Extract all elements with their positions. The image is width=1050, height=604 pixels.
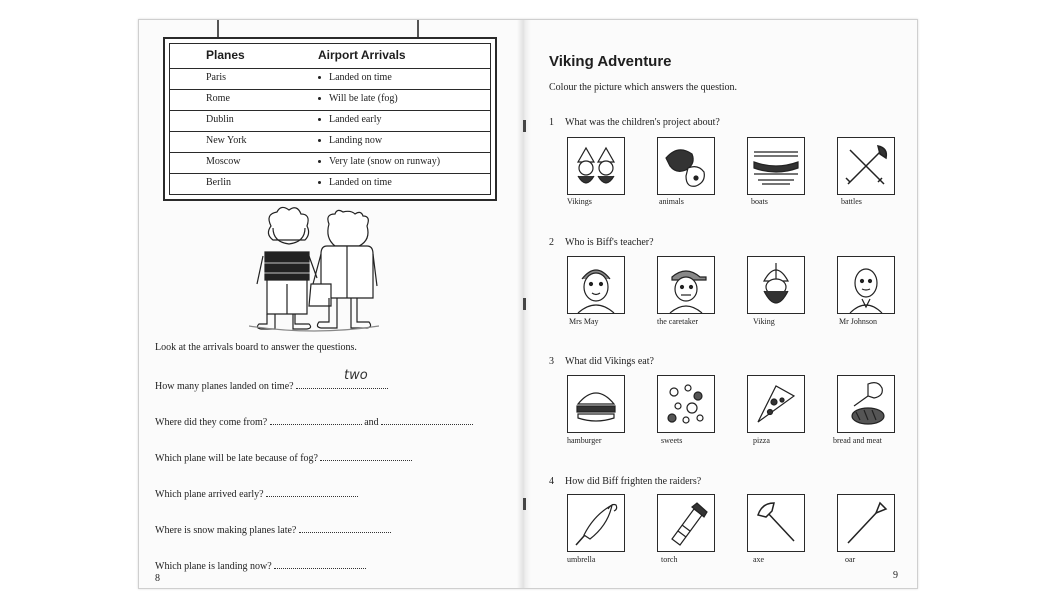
oar-icon[interactable]: [837, 494, 895, 552]
row-city: Rome: [206, 93, 230, 104]
option-label: umbrella: [567, 555, 596, 564]
option-label: sweets: [661, 436, 683, 445]
answer-line-4[interactable]: [266, 486, 358, 497]
page-number-left: 8: [155, 573, 160, 584]
page-title: Viking Adventure: [549, 53, 672, 70]
table-row: [170, 110, 490, 132]
answer-line-6[interactable]: [274, 558, 366, 569]
row-status: Landed early: [318, 114, 381, 125]
question-4: 4 How did Biff frighten the raiders?: [549, 476, 702, 487]
option-label: bread and meat: [833, 436, 882, 445]
option-label: Vikings: [567, 197, 592, 206]
option-label: Mr Johnson: [839, 317, 878, 326]
row-city: Berlin: [206, 177, 231, 188]
mr-johnson-icon[interactable]: [837, 256, 895, 314]
board-hook-left: [217, 20, 219, 38]
arrivals-board-inner: [169, 43, 491, 195]
handwritten-answer-1: two: [344, 368, 368, 383]
row-status: Will be late (fog): [318, 93, 398, 104]
battles-icon[interactable]: [837, 137, 895, 195]
answer-line-1[interactable]: [296, 378, 388, 389]
vikings-icon[interactable]: [567, 137, 625, 195]
answer-line-2a[interactable]: [270, 414, 362, 425]
page-number-right: 9: [893, 570, 898, 581]
boats-icon[interactable]: [747, 137, 805, 195]
col-planes: Planes: [206, 48, 245, 62]
hamburger-icon[interactable]: [567, 375, 625, 433]
instruction-text: Colour the picture which answers the question.: [549, 82, 738, 93]
option-label: boats: [751, 197, 768, 206]
workbook-spread: [138, 19, 918, 589]
sweets-icon[interactable]: [657, 375, 715, 433]
col-arrivals: Airport Arrivals: [318, 48, 406, 62]
bread-and-meat-icon[interactable]: [837, 375, 895, 433]
row-city: Paris: [206, 72, 226, 83]
option-label: battles: [841, 197, 862, 206]
table-row: [170, 89, 490, 111]
animals-icon[interactable]: [657, 137, 715, 195]
viking-icon[interactable]: [747, 256, 805, 314]
option-label: the caretaker: [657, 317, 699, 326]
question-3: 3 What did Vikings eat?: [549, 356, 654, 367]
option-label: animals: [659, 197, 684, 206]
row-status: Landed on time: [318, 177, 392, 188]
row-city: Moscow: [206, 156, 241, 167]
caretaker-icon[interactable]: [657, 256, 715, 314]
question-2: Where did they come from? and: [155, 414, 473, 428]
option-label: hamburger: [567, 436, 602, 445]
umbrella-icon[interactable]: [567, 494, 625, 552]
pizza-icon[interactable]: [747, 375, 805, 433]
option-label: pizza: [753, 436, 770, 445]
row-city: New York: [206, 135, 247, 146]
right-page: [525, 20, 917, 588]
answer-line-3[interactable]: [320, 450, 412, 461]
option-label: oar: [845, 555, 856, 564]
mrs-may-icon[interactable]: [567, 256, 625, 314]
and-word: and: [364, 417, 379, 428]
answer-line-2b[interactable]: [381, 414, 473, 425]
board-header: [170, 44, 490, 69]
instruction-text: Look at the arrivals board to answer the questions.: [155, 342, 357, 353]
answer-line-5[interactable]: [299, 522, 391, 533]
option-label: axe: [753, 555, 765, 564]
board-hook-right: [417, 20, 419, 38]
question-4: Which plane arrived early?: [155, 486, 358, 500]
table-row: [170, 152, 490, 174]
question-6: Which plane is landing now?: [155, 558, 366, 572]
torch-icon[interactable]: [657, 494, 715, 552]
table-row: [170, 173, 490, 194]
question-2: 2 Who is Biff's teacher?: [549, 237, 654, 248]
option-label: torch: [661, 555, 678, 564]
table-row: [170, 68, 490, 90]
row-status: Very late (snow on runway): [318, 156, 440, 167]
option-label: Viking: [753, 317, 775, 326]
option-label: Mrs May: [569, 317, 599, 326]
row-city: Dublin: [206, 114, 234, 125]
question-1: 1 What was the children's project about?: [549, 117, 720, 128]
row-status: Landing now: [318, 135, 382, 146]
table-row: [170, 131, 490, 153]
question-1: How many planes landed on time?: [155, 378, 388, 392]
question-5: Where is snow making planes late?: [155, 522, 391, 536]
axe-icon[interactable]: [747, 494, 805, 552]
question-3: Which plane will be late because of fog?: [155, 450, 412, 464]
left-page: [139, 20, 523, 588]
children-illustration: [249, 206, 379, 334]
row-status: Landed on time: [318, 72, 392, 83]
arrivals-board: [163, 37, 497, 201]
